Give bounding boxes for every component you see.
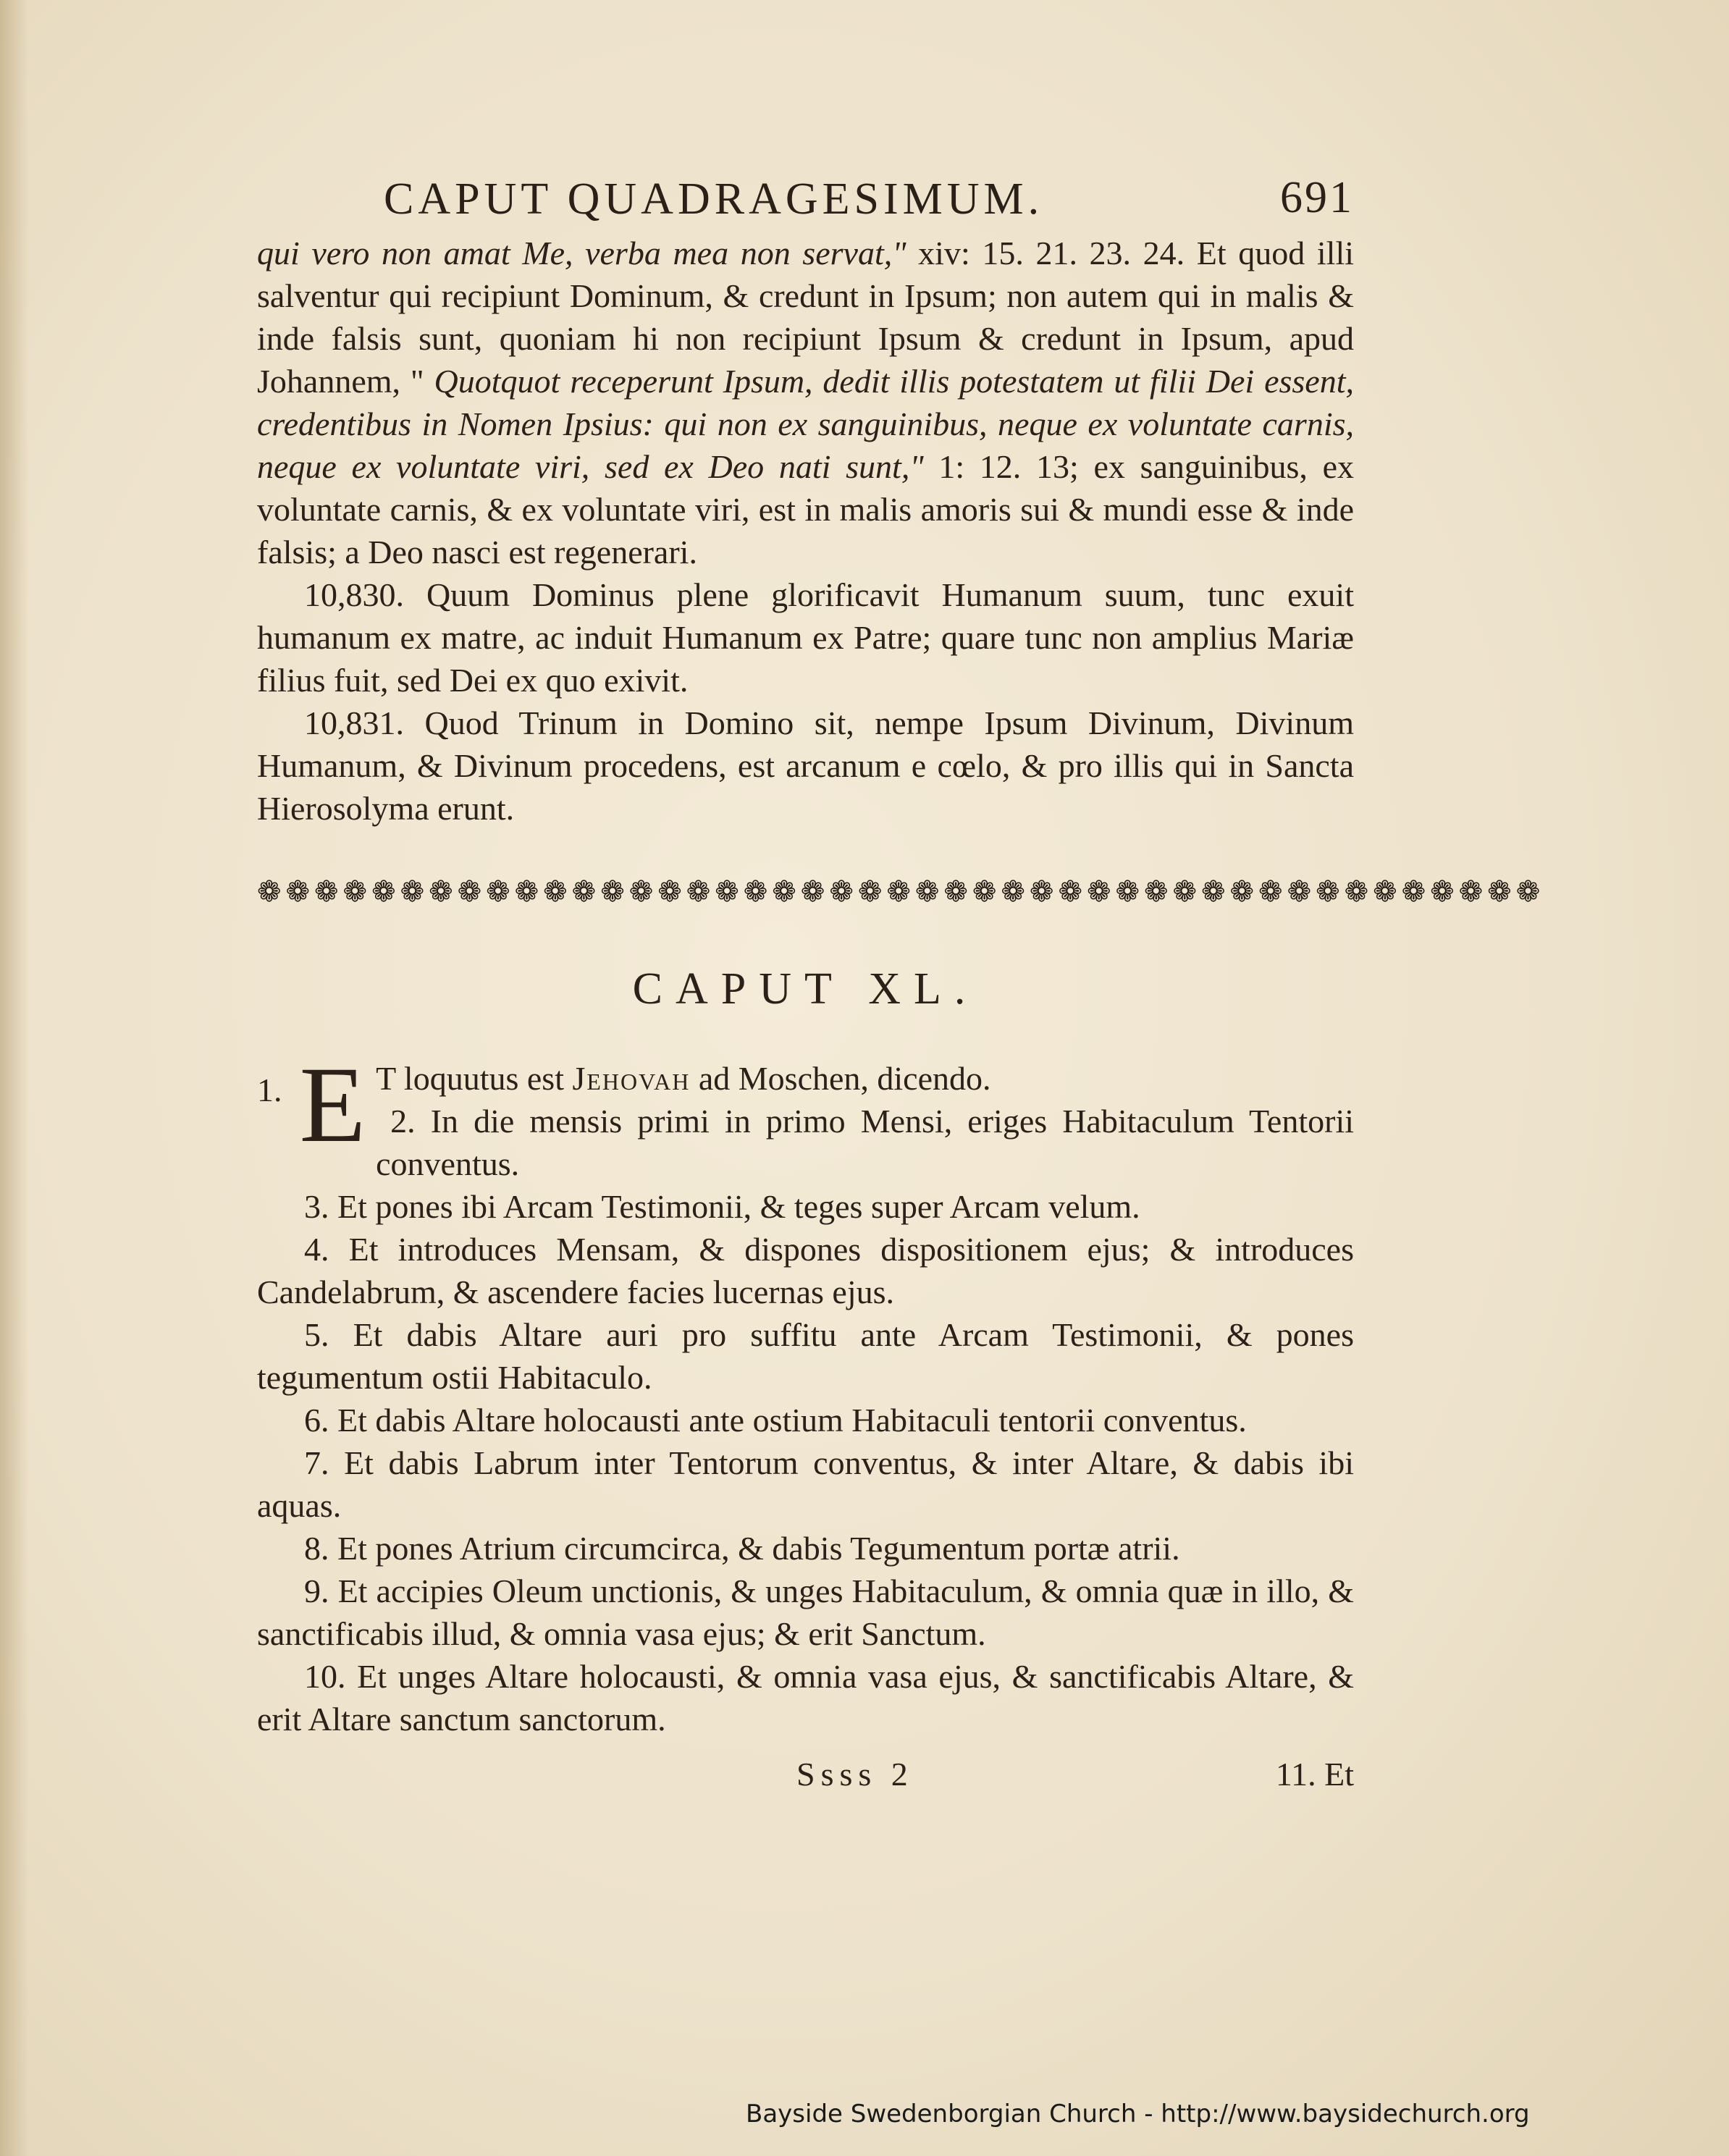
- continued-quote: qui vero non amat Me, verba mea non servat,": [257, 235, 906, 271]
- verse-10: 10. Et unges Altare holocausti, & omnia vasa ejus, & sanctificabis Altare, & erit Altare sanctum sanctorum.: [257, 1658, 1354, 1738]
- verse-5: 5. Et dabis Altare auri pro suffitu ante Arcam Testimonii, & pones tegumentum ostii Habitaculo.: [257, 1316, 1354, 1396]
- verse-3: 3. Et pones ibi Arcam Testimonii, & teges super Arcam velum.: [304, 1188, 1140, 1225]
- verse-6: 6. Et dabis Altare holocausti ante ostium Habitaculi tentorii conventus.: [304, 1402, 1247, 1439]
- signature-mark: Ssss 2: [796, 1756, 914, 1793]
- watermark-credit: Bayside Swedenborgian Church - http://www.baysidechurch.org: [746, 2100, 1530, 2128]
- verse-1-number: 1.: [257, 1071, 282, 1108]
- running-title: CAPUT QUADRAGESIMUM.: [384, 174, 1044, 224]
- verse-7: 7. Et dabis Labrum inter Tentorum conventus, & inter Altare, & dabis ibi aquas.: [257, 1444, 1354, 1524]
- verse-2: 2. In die mensis primi in primo Mensi, eriges Habitaculum Tentorii conventus.: [376, 1103, 1354, 1182]
- page-edge-shadow: [0, 0, 29, 2156]
- verse-1-text-after: ad Moschen, dicendo.: [690, 1060, 991, 1097]
- paragraph-10830: 10,830. Quum Dominus plene glorificavit Humanum suum, tunc exuit humanum ex matre, ac induit Humanum ex Patre; quare tunc non amplius Mariæ filius fuit, sed Dei ex quo exivit.: [257, 576, 1354, 699]
- book-page: [257, 167, 1545, 1806]
- john-quote: Quotquot receperunt Ipsum, dedit illis potestatem ut filii Dei essent, credentibus in Nomen Ipsius: qui non ex sanguinibus, neque ex voluntate carnis, neque ex voluntate viri, sed ex Deo nati sunt,": [257, 363, 1354, 485]
- chapter-verses: [257, 1045, 1354, 1740]
- drop-cap: E: [299, 1045, 366, 1165]
- running-head: [257, 167, 1354, 232]
- continued-reference: xiv: 15. 21. 23. 24.: [906, 235, 1185, 271]
- verse-1-divine-name: Jehovah: [572, 1060, 691, 1097]
- chapter-title: CAPUT XL.: [632, 964, 979, 1014]
- ornamental-divider: ❁❁❁❁❁❁❁❁❁❁❁❁❁❁❁❁❁❁❁❁❁❁❁❁❁❁❁❁❁❁❁❁❁❁❁❁❁❁❁❁❁❁❁❁❁: [257, 875, 1545, 908]
- verse-1-text-before: T loquutus est: [376, 1060, 573, 1097]
- catchword: 11. Et: [1275, 1756, 1354, 1793]
- john-reference-text: 1: 12. 13; ex sanguinibus, ex voluntate carnis, & ex voluntate viri, est in malis amoris sui & mundi esse & inde falsis; a Deo nasci est regenerari.: [257, 448, 1354, 570]
- page-footer: [257, 1755, 1354, 1806]
- verse-8: 8. Et pones Atrium circumcirca, & dabis Tegumentum portæ atrii.: [304, 1530, 1180, 1567]
- verse-1: [257, 1045, 1354, 1185]
- paragraph-10831: 10,831. Quod Trinum in Domino sit, nempe Ipsum Divinum, Divinum Humanum, & Divinum procedens, est arcanum e cœlo, & pro illis qui in Sancta Hierosolyma erunt.: [257, 704, 1354, 827]
- continued-text: Et quod illi salventur qui recipiunt Dominum, & credunt in Ipsum; non autem qui in malis & inde falsis sunt, quoniam hi non recipiunt Ipsum & credunt in Ipsum, apud Johannem, ": [257, 235, 1355, 400]
- verse-4: 4. Et introduces Mensam, & dispones dispositionem ejus; & introduces Candelabrum, & ascendere facies lucernas ejus.: [257, 1231, 1354, 1310]
- continuation-paragraph: [257, 232, 1354, 830]
- verse-9: 9. Et accipies Oleum unctionis, & unges Habitaculum, & omnia quæ in illo, & sanctificabis illud, & omnia vasa ejus; & erit Sanctum.: [257, 1572, 1354, 1652]
- page-number: 691: [1280, 173, 1354, 222]
